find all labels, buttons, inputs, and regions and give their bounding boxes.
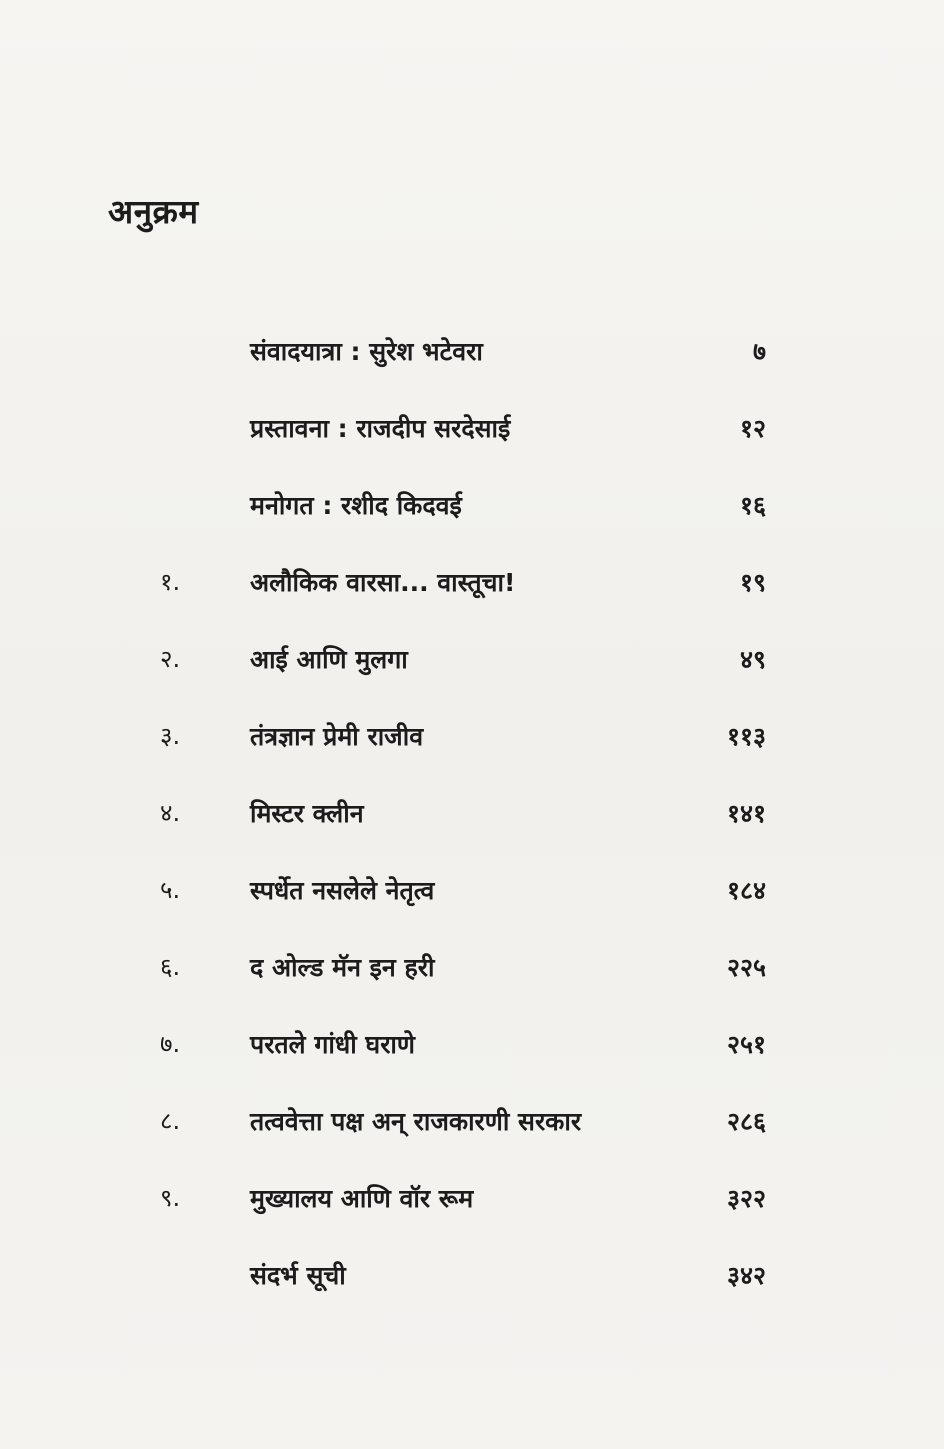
toc-entry-title: मुख्यालय आणि वॉर रूम: [250, 1184, 474, 1213]
contents-heading: अनुक्रम: [108, 192, 199, 231]
toc-entry-number: ८.: [160, 1107, 181, 1135]
toc-entry-number: ९.: [160, 1184, 181, 1212]
toc-entry-number: ३.: [160, 722, 181, 750]
toc-entry-title: मनोगत : रशीद किदवई: [250, 491, 462, 520]
toc-entry-title: तंत्रज्ञान प्रेमी राजीव: [250, 722, 424, 751]
toc-entry: [0, 565, 944, 642]
toc-entry: [0, 796, 944, 873]
toc-entry-page: २२५: [726, 953, 766, 982]
toc-entry-title: संदर्भ सूची: [250, 1261, 346, 1290]
toc-entry-page: १२: [739, 414, 766, 443]
toc-entry-page: ३२२: [726, 1184, 766, 1213]
toc-entry-number: ५.: [160, 876, 181, 904]
toc-entry-title: अलौकिक वारसा... वास्तूचा!: [250, 568, 516, 597]
toc-entry: [0, 411, 944, 488]
toc-entry-title: संवादयात्रा : सुरेश भटेवरा: [250, 337, 483, 366]
toc-entry-page: ३४२: [726, 1261, 766, 1290]
toc-entry-page: ४९: [739, 645, 766, 674]
toc-entry-number: २.: [160, 645, 181, 673]
toc-entry: [0, 950, 944, 1027]
toc-entry-page: १६: [739, 491, 766, 520]
toc-entry-title: परतले गांधी घराणे: [250, 1030, 415, 1059]
toc-entry-number: ७.: [160, 1030, 181, 1058]
toc-entry-number: ४.: [160, 799, 181, 827]
toc-entry-title: तत्ववेत्ता पक्ष अन् राजकारणी सरकार: [250, 1107, 582, 1136]
toc-entry-number: १.: [160, 568, 181, 596]
toc-entry: [0, 488, 944, 565]
toc-entry: [0, 334, 944, 411]
toc-entry-page: २८६: [726, 1107, 766, 1136]
toc-entry-title: मिस्टर क्लीन: [250, 799, 364, 828]
toc-entry-title: आई आणि मुलगा: [250, 645, 408, 674]
toc-entry-title: द ओल्ड मॅन इन हरी: [250, 953, 435, 982]
toc-entry-page: २५१: [726, 1030, 766, 1059]
toc-entry-page: १९: [739, 568, 766, 597]
toc-entry-page: ७: [752, 337, 766, 366]
toc-entry: [0, 1181, 944, 1258]
toc-entry-page: ११३: [726, 722, 766, 751]
toc-entry-title: स्पर्धेत नसलेले नेतृत्व: [250, 876, 435, 905]
toc-entry-page: १४१: [726, 799, 766, 828]
toc-entry-page: १८४: [726, 876, 766, 905]
toc-entry: [0, 642, 944, 719]
toc-entry: [0, 1104, 944, 1181]
toc-entry: [0, 719, 944, 796]
toc-entry: [0, 1027, 944, 1104]
toc-entry-title: प्रस्तावना : राजदीप सरदेसाई: [250, 414, 511, 443]
toc-entry: [0, 1258, 944, 1335]
table-of-contents: [0, 334, 944, 1335]
toc-entry: [0, 873, 944, 950]
toc-entry-number: ६.: [160, 953, 181, 981]
